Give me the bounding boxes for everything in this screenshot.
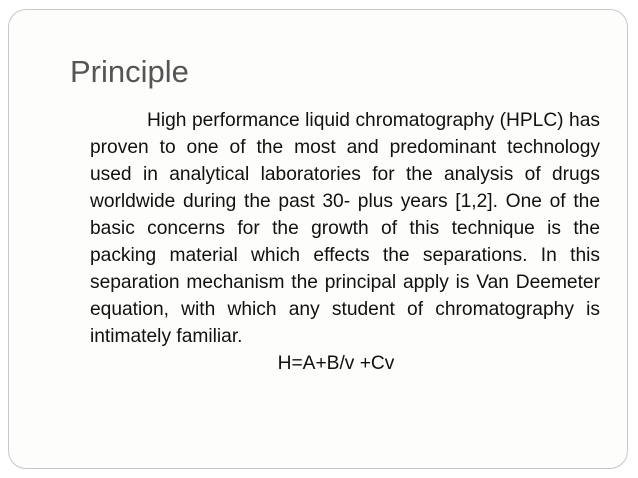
principle-paragraph: High performance liquid chromatography (HPLC) has proven to one of the most and predominant technology used in analytical laboratories for the analysis of drugs worldwide during the past 30- plus years [1,2]. One of the basic concerns for the growth of this technique is the packing material which effects the separations. In this separation mechanism the principal apply is Van Deemeter equation, with which any student of chromatography is intimately familiar. — [90, 110, 600, 347]
slide-body — [90, 107, 600, 377]
van-deemter-equation: H=A+B/v +Cv — [277, 353, 395, 374]
slide-title: Principle — [70, 54, 189, 89]
